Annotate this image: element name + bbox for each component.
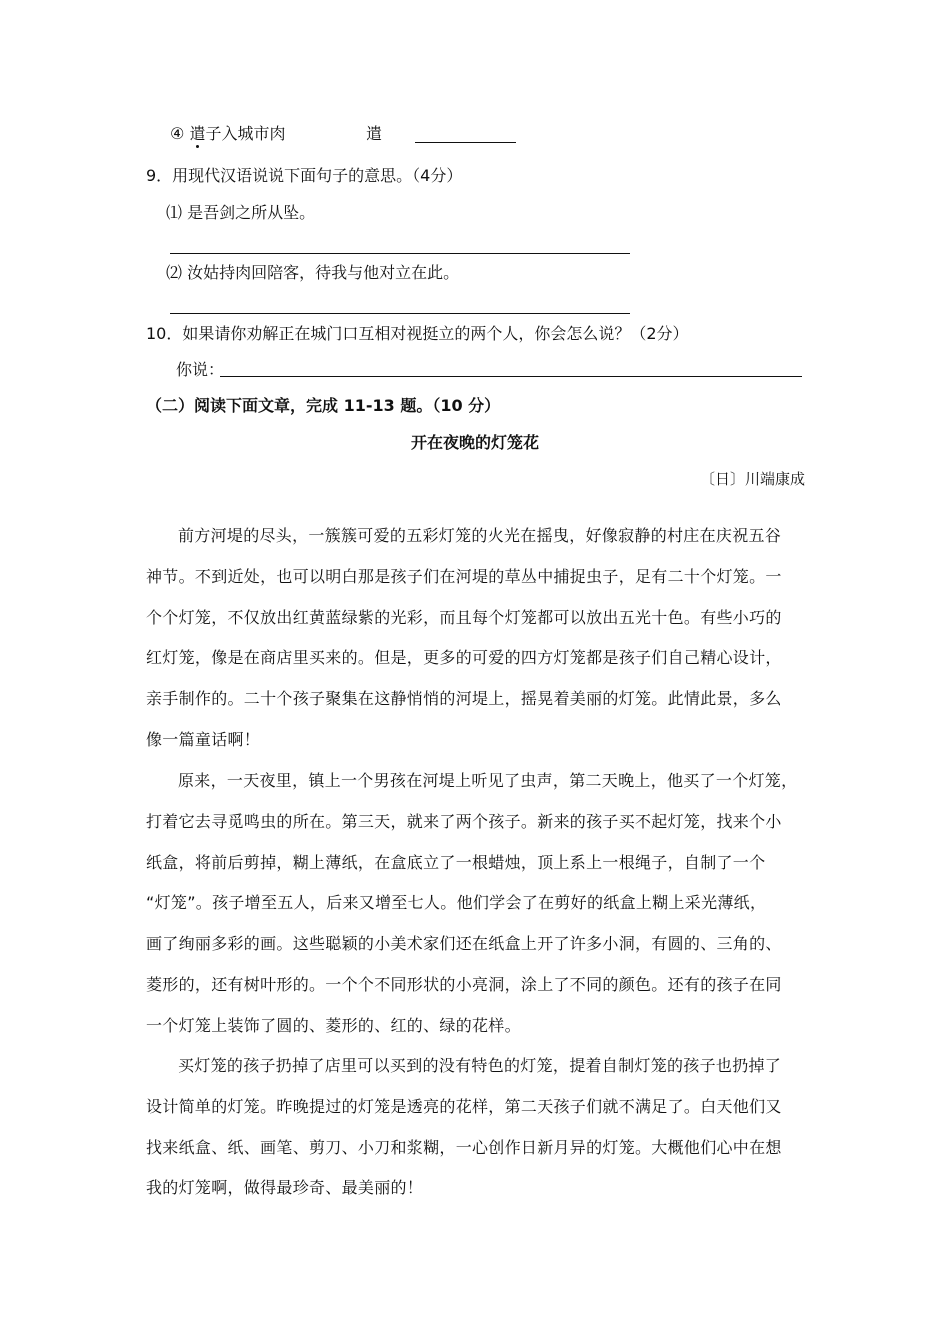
p2-line-3: 纸盒，将前后剪掉，糊上薄纸，在盒底立了一根蜡烛，顶上系上一根绳子，自制了一个 <box>146 852 766 872</box>
p2-line-4: “灯笼”。孩子增至五人，后来又增至七人。他们学会了在剪好的纸盒上糊上采光薄纸， <box>146 893 767 913</box>
p2-line-5: 画了绚丽多彩的画。这些聪颖的小美术家们还在纸盒上开了许多小洞，有圆的、三角的、 <box>146 934 782 954</box>
q8-item4 <box>170 123 285 145</box>
q8-item4-target: 遣 <box>366 124 383 143</box>
q9-answer-line-1[interactable] <box>170 253 630 254</box>
q8-item4-emphasized-char: 遣 <box>189 124 206 143</box>
p3-line-2: 设计简单的灯笼。昨晚提过的灯笼是透亮的花样，第二天孩子们就不满足了。白天他们又 <box>146 1096 782 1116</box>
p1-line-6: 像一篇童话啊！ <box>146 729 261 749</box>
q8-item4-text: 子入城市肉 <box>205 124 286 143</box>
p3-line-3: 找来纸盒、纸、画笔、剪刀、小刀和浆糊，一心创作日新月异的灯笼。大概他们心中在想 <box>146 1137 782 1157</box>
q9-stem: 9．用现代汉语说说下面句子的意思。（4分） <box>146 166 463 185</box>
p1-line-2: 神节。不到近处，也可以明白那是孩子们在河堤的草丛中捕捉虫子，足有二十个灯笼。一 <box>146 566 782 586</box>
p2-line-1: 原来，一天夜里，镇上一个男孩在河堤上听见了虫声，第二天晚上，他买了一个灯笼， <box>178 771 798 790</box>
q9-answer-line-2[interactable] <box>170 313 630 314</box>
article-author: 〔日〕川端康成 <box>699 470 805 488</box>
p2-line-7: 一个灯笼上装饰了圆的、菱形的、红的、绿的花样。 <box>146 1015 521 1035</box>
article-paragraph-1 <box>146 516 806 761</box>
p1-line-5: 亲手制作的。二十个孩子聚集在这静悄悄的河堤上，摇晃着美丽的灯笼。此情此景，多么 <box>146 689 782 709</box>
article-title: 开在夜晚的灯笼花 <box>410 433 539 452</box>
q8-item4-prefix: ④ <box>170 124 190 143</box>
q9-sentence-1: ⑴ 是吾剑之所从坠。 <box>166 203 316 222</box>
q9-sentence-2: ⑵ 汝姑持肉回陪客，待我与他对立在此。 <box>166 263 460 282</box>
p2-line-2: 打着它去寻觅鸣虫的所在。第三天，就来了两个孩子。新来的孩子买不起灯笼，找来个小 <box>146 811 782 831</box>
article-paragraph-2 <box>146 761 806 1047</box>
q10-you-say-label: 你说： <box>176 360 225 379</box>
p1-line-1: 前方河堤的尽头，一簇簇可爱的五彩灯笼的火光在摇曳，好像寂静的村庄在庆祝五谷 <box>178 526 782 545</box>
q10-answer-line[interactable] <box>220 376 802 377</box>
p2-line-6: 菱形的，还有树叶形的。一个个不同形状的小亮洞，涂上了不同的颜色。还有的孩子在同 <box>146 974 782 994</box>
section2-heading: （二）阅读下面文章，完成 11-13 题。（10 分） <box>146 396 501 415</box>
p1-line-3: 个个灯笼，不仅放出红黄蓝绿紫的光彩，而且每个灯笼都可以放出五光十色。有些小巧的 <box>146 607 782 627</box>
article-paragraph-3 <box>146 1046 806 1209</box>
q10-stem: 10．如果请你劝解正在城门口互相对视挺立的两个人，你会怎么说？（2分） <box>146 324 689 343</box>
q8-item4-answer-blank[interactable] <box>415 142 516 143</box>
p3-line-4: 我的灯笼啊，做得最珍奇、最美丽的！ <box>146 1178 424 1198</box>
p1-line-4: 红灯笼，像是在商店里买来的。但是，更多的可爱的四方灯笼都是孩子们自己精心设计， <box>146 648 782 668</box>
p3-line-1: 买灯笼的孩子扔掉了店里可以买到的没有特色的灯笼，提着自制灯笼的孩子也扔掉了 <box>178 1056 782 1075</box>
